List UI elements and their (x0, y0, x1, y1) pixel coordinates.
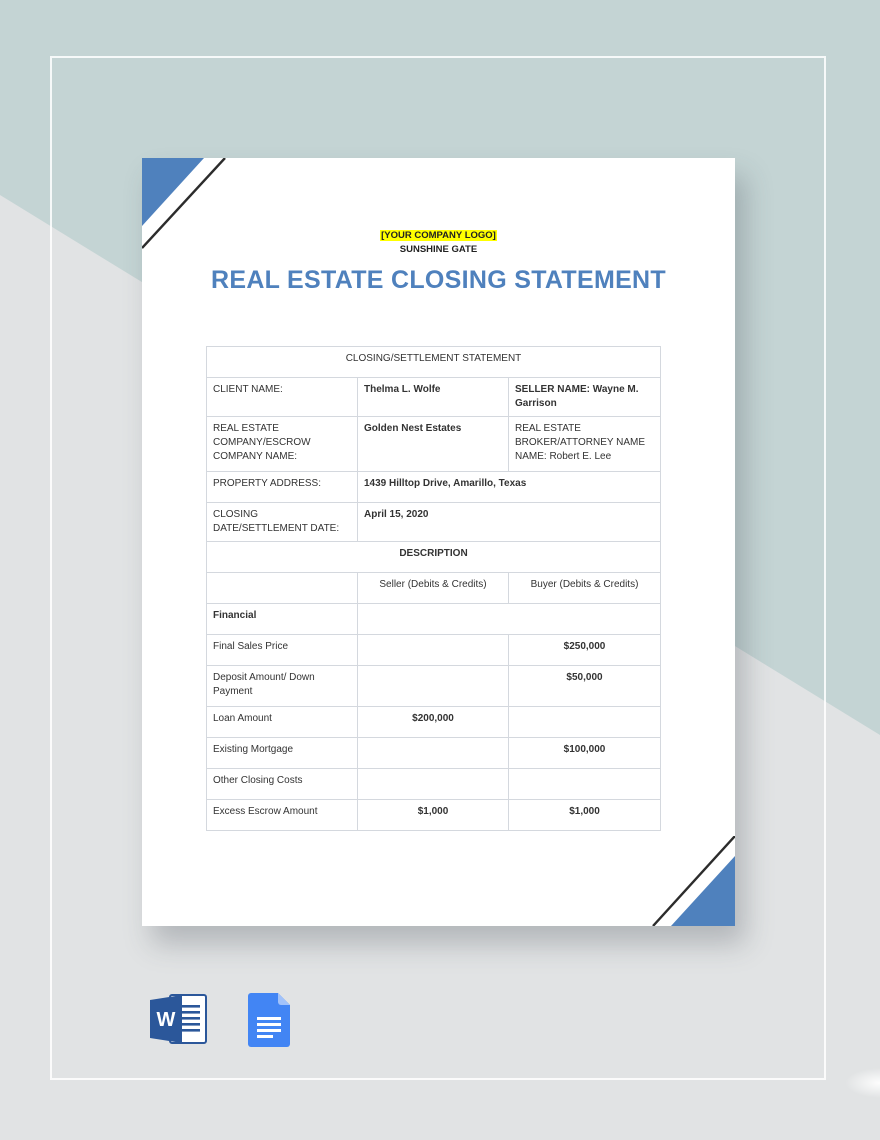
company-name: SUNSHINE GATE (399, 244, 478, 255)
buyer-amount (509, 707, 661, 738)
row-label: Loan Amount (207, 707, 358, 738)
table-row (207, 707, 661, 738)
table-row (207, 738, 661, 769)
row-label: Final Sales Price (207, 635, 358, 666)
table-row (207, 666, 661, 707)
seller-amount: $200,000 (358, 707, 509, 738)
logo-placeholder-text: [YOUR COMPANY LOGO] (381, 230, 496, 241)
property-address-label: PROPERTY ADDRESS: (207, 472, 358, 503)
buyer-amount: $100,000 (509, 738, 661, 769)
document-title: REAL ESTATE CLOSING STATEMENT (210, 266, 666, 294)
table-row (207, 635, 661, 666)
buyer-column-header: Buyer (Debits & Credits) (509, 573, 661, 604)
microsoft-word-icon[interactable] (150, 993, 208, 1045)
broker-name: REAL ESTATE BROKER/ATTORNEY NAME NAME: Robert E. Lee (509, 417, 661, 472)
closing-statement-table (206, 346, 661, 831)
financial-section-label: Financial (207, 604, 358, 635)
buyer-amount: $250,000 (509, 635, 661, 666)
word-icon-letter: W (156, 1009, 176, 1031)
row-label: Excess Escrow Amount (207, 800, 358, 831)
seller-amount (358, 635, 509, 666)
property-address-value: 1439 Hilltop Drive, Amarillo, Texas (358, 472, 661, 503)
row-label: Other Closing Costs (207, 769, 358, 800)
buyer-amount: $1,000 (509, 800, 661, 831)
company-name-label: REAL ESTATE COMPANY/ESCROW COMPANY NAME: (207, 417, 358, 472)
client-name-value: Thelma L. Wolfe (358, 378, 509, 417)
company-name-value: Golden Nest Estates (358, 417, 509, 472)
google-docs-icon[interactable] (248, 993, 290, 1047)
company-logo-placeholder (142, 230, 735, 241)
table-row (207, 800, 661, 831)
seller-column-header: Seller (Debits & Credits) (358, 573, 509, 604)
buyer-amount (509, 769, 661, 800)
table-row (207, 769, 661, 800)
document-page (142, 158, 735, 926)
seller-name: SELLER NAME: Wayne M. Garrison (509, 378, 661, 417)
seller-amount (358, 738, 509, 769)
buyer-amount: $50,000 (509, 666, 661, 707)
client-name-label: CLIENT NAME: (207, 378, 358, 417)
closing-date-label: CLOSING DATE/SETTLEMENT DATE: (207, 503, 358, 542)
corner-decoration-bottom-right (645, 836, 735, 926)
description-heading: DESCRIPTION (207, 542, 661, 573)
financial-section-spacer (358, 604, 661, 635)
seller-amount (358, 666, 509, 707)
empty-header-cell (207, 573, 358, 604)
row-label: Deposit Amount/ Down Payment (207, 666, 358, 707)
table-heading: CLOSING/SETTLEMENT STATEMENT (207, 347, 661, 378)
closing-date-value: April 15, 2020 (358, 503, 661, 542)
seller-amount: $1,000 (358, 800, 509, 831)
seller-amount (358, 769, 509, 800)
row-label: Existing Mortgage (207, 738, 358, 769)
light-glare (845, 1068, 880, 1098)
